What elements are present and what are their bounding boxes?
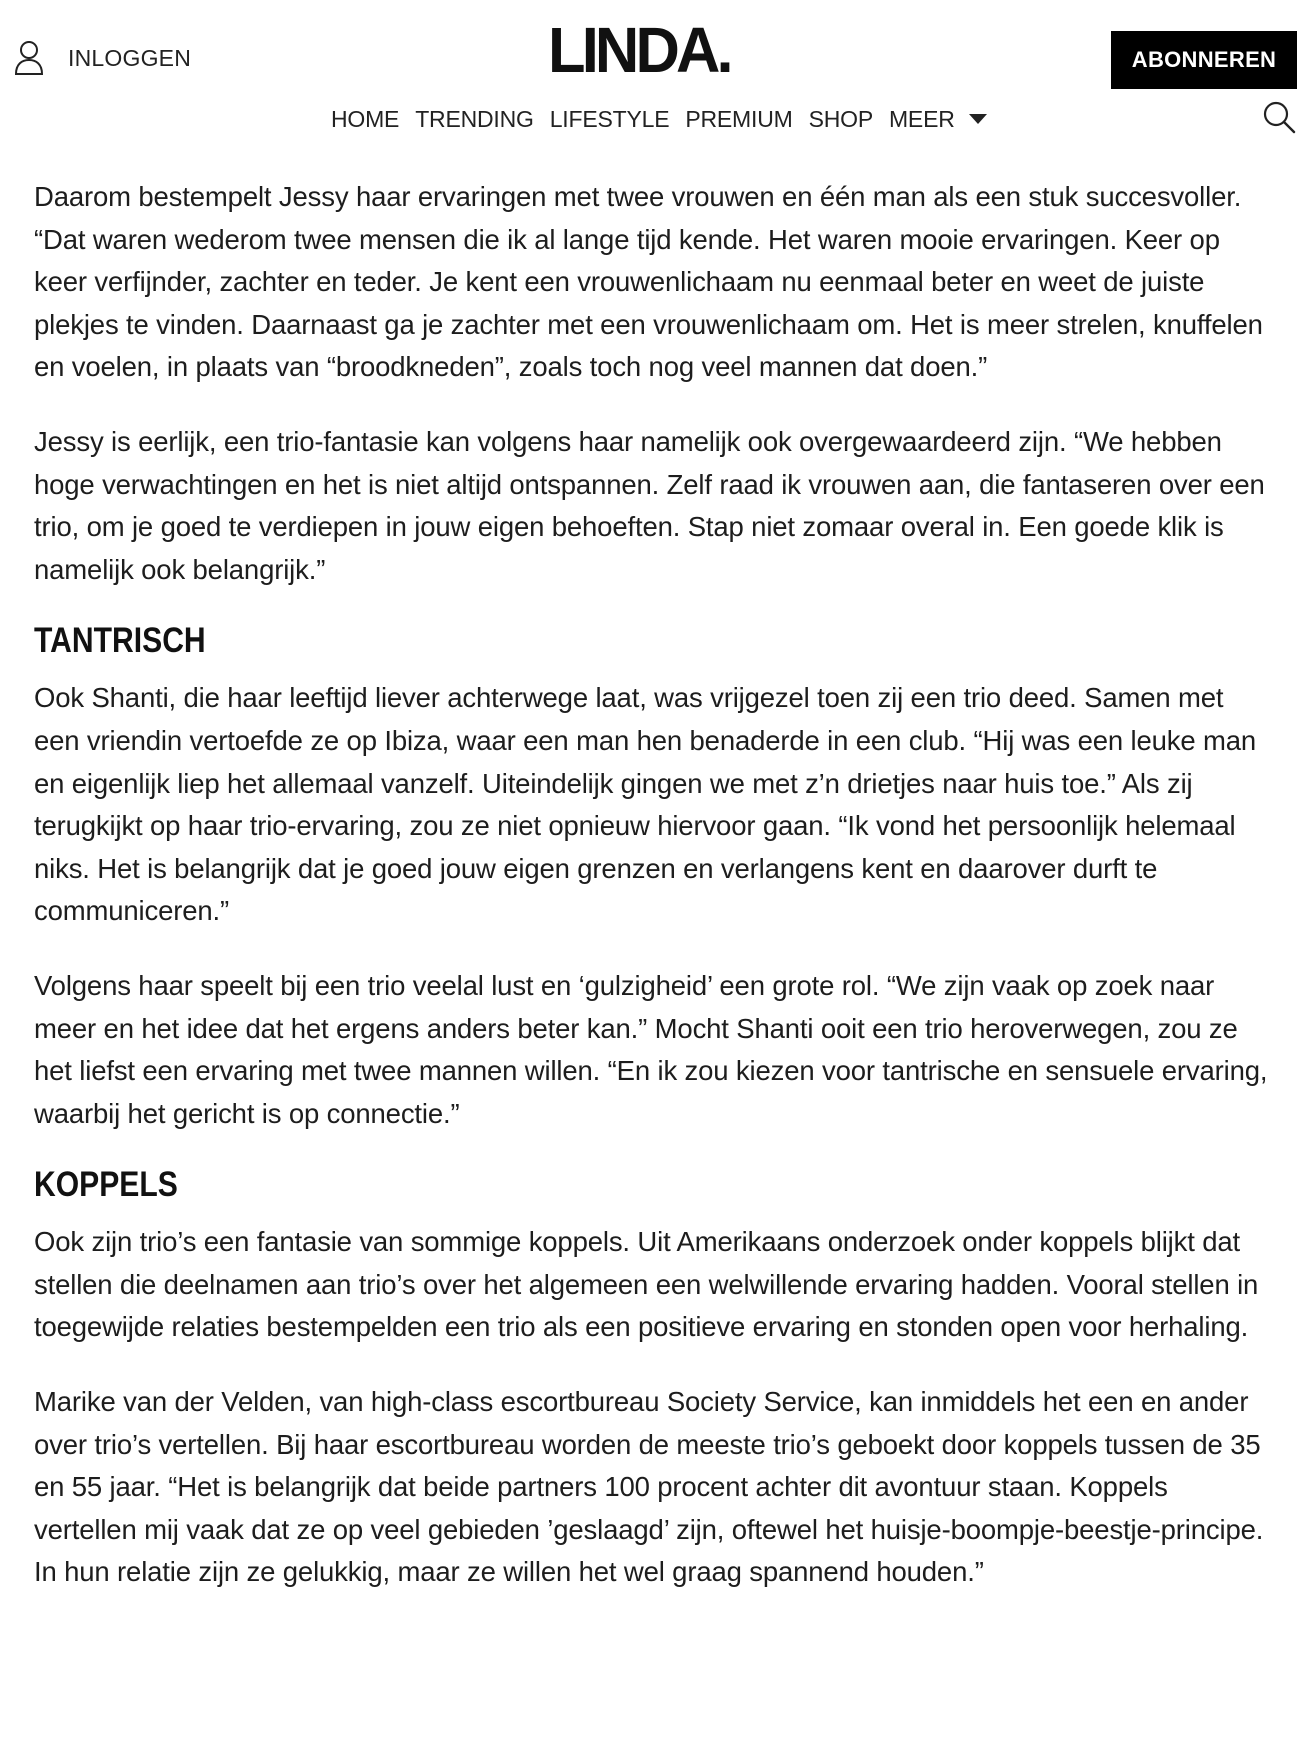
search-icon[interactable] (1262, 100, 1296, 134)
caret-down-icon (955, 114, 987, 124)
main-nav (331, 101, 987, 137)
user-icon (14, 40, 44, 76)
nav-item-lifestyle[interactable]: LIFESTYLE (549, 105, 670, 132)
article-paragraph: Ook zijn trio’s een fantasie van sommige koppels. Uit Amerikaans onderzoek onder koppels blijkt dat stellen die deelnamen aan trio’s over het algemeen een welwillende ervaring hadden. Vooral stellen in toegewijde relaties bestempelden een trio als een positieve ervaring en stonden open voor herhaling. (34, 1226, 1259, 1343)
section-heading: TANTRISCH (34, 621, 206, 661)
login-label: INLOGGEN (68, 44, 192, 71)
login-link[interactable] (14, 40, 191, 76)
article-paragraph: Ook Shanti, die haar leeftijd liever achterwege laat, was vrijgezel toen zij een trio deed. Samen met een vriendin vertoefde ze op Ibiza, waar een man hen benaderde in een club. “Hij was een leuke man en eigenlijk liep het allemaal vanzelf. Uiteindelijk gingen we met z’n drietjes naar huis toe.” Als zij terugkijkt op haar trio-ervaring, zou ze niet opnieuw hiervoor gaan. “Ik vond het persoonlijk helemaal niks. Het is belangrijk dat je goed jouw eigen grenzen en verlangens kent en daarover durft te communiceren.” (34, 682, 1257, 927)
nav-item-premium[interactable]: PREMIUM (685, 105, 793, 132)
nav-more-label: MEER (888, 105, 955, 132)
article-paragraph: Jessy is eerlijk, een trio-fantasie kan volgens haar namelijk ook overgewaardeerd zijn. “We hebben hoge verwachtingen en het is niet altijd ontspannen. Zelf raad ik vrouwen aan, die fantaseren over een trio, om je goed te verdiepen in jouw eigen behoeften. Stap niet zomaar overal in. Een goede klik is namelijk ook belangrijk.” (34, 425, 1265, 585)
nav-item-meer[interactable] (889, 106, 987, 133)
article-paragraph: Volgens haar speelt bij een trio veelal lust en ‘gulzigheid’ een grote rol. “We zijn vaak op zoek naar meer en het idee dat het ergens anders beter kan.” Mocht Shanti ooit een trio heroverwegen, zou ze het liefst een ervaring met twee mannen willen. “En ik zou kiezen voor tantrische en sensuele ervaring, waarbij het gericht is op connectie.” (34, 969, 1268, 1129)
article-paragraph: Daarom bestempelt Jessy haar ervaringen met twee vrouwen en één man als een stuk succesvoller. “Dat waren wederom twee mensen die ik al lange tijd kende. Het waren mooie ervaringen. Keer op keer verfijnder, zachter en teder. Je kent een vrouwenlichaam nu eenmaal beter en weet de juiste plekjes te vinden. Daarnaast ga je zachter met een vrouwenlichaam om. Het is meer strelen, knuffelen en voelen, in plaats van “broodkneden”, zoals toch nog veel mannen dat doen.” (34, 181, 1263, 383)
subscribe-button[interactable]: ABONNEREN (1111, 31, 1297, 89)
site-header (0, 0, 1300, 140)
site-logo[interactable]: LINDA. (548, 14, 730, 86)
article-body (34, 176, 1274, 1626)
nav-item-shop[interactable]: SHOP (808, 105, 873, 132)
article-paragraph: Marike van der Velden, van high-class escortbureau Society Service, kan inmiddels het een en ander over trio’s vertellen. Bij haar escortbureau worden de meeste trio’s geboekt door koppels tussen de 35 en 55 jaar. “Het is belangrijk dat beide partners 100 procent achter dit avontuur staan. Koppels vertellen mij vaak dat ze op veel gebieden ’geslaagd’ zijn, oftewel het huisje-boompje-beestje-principe. In hun relatie zijn ze gelukkig, maar ze willen het wel graag spannend houden.” (34, 1386, 1264, 1588)
nav-item-home[interactable]: HOME (331, 105, 400, 132)
section-heading: KOPPELS (34, 1165, 178, 1205)
nav-item-trending[interactable]: TRENDING (415, 105, 534, 132)
